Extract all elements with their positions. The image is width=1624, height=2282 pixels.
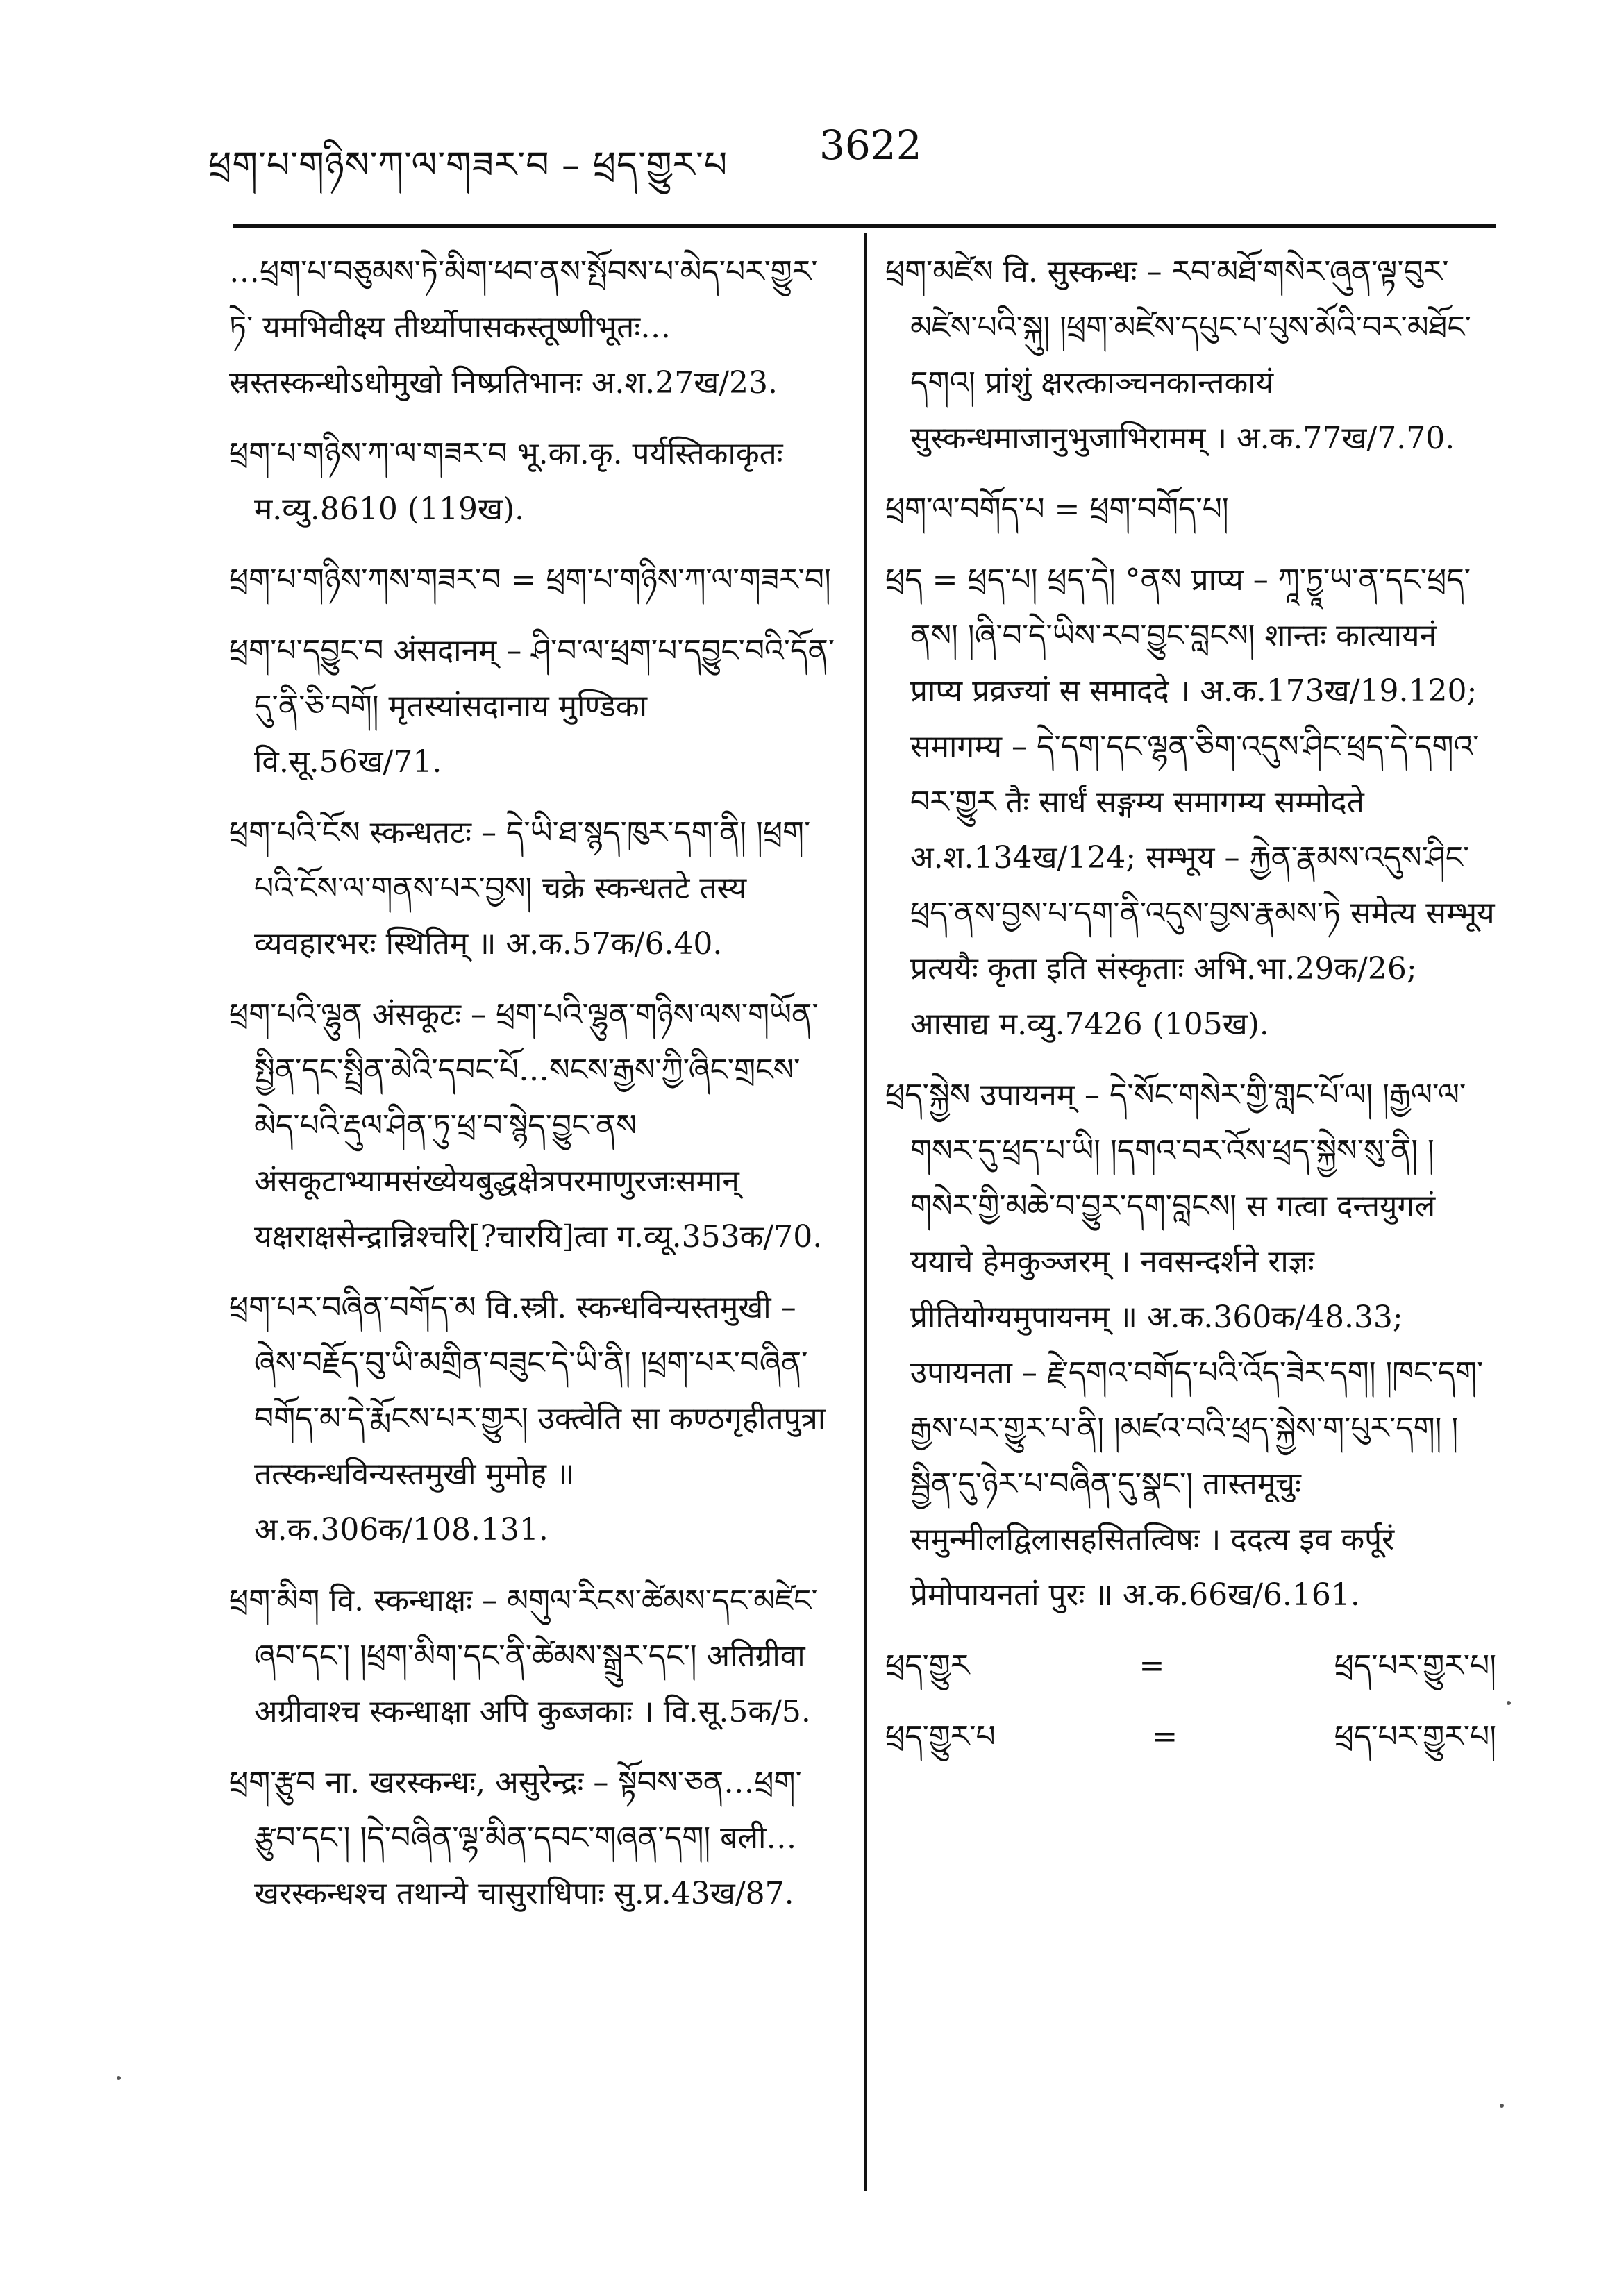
dictionary-entry: ཕྲག་མཛེས वि. सुस्कन्धः – རབ་མཐོ་གསེར་ཞུན་ལྟ་བུར་མཛེས་པའི་སྐུ། །ཕྲག་མཛེས་དཔུང་པ་པུས་མོའི་བར་མཐོང་དགའ། प्रांशुं क्षरत्काञ्चनकान्तकायं सुस्कन्धमाजानुभुजाभिरामम् । अ.क.77ख/7.70. (885, 254, 1471, 456)
dictionary-entry: ཕྲག་རྩུབ ना. खरस्कन्धः, असुरेन्द्रः – སྟོབས་ཅན…ཕྲག་རྩུབ་དང་། །དེ་བཞིན་ལྷ་མིན་དབང་གཞན་དག། बली…खरस्कन्धश्च तथान्ये चासुराधिपाः सु.प्र.43ख/87. (229, 1765, 802, 1911)
scan-speck (1507, 1701, 1511, 1705)
dictionary-entry: …ཕྲག་པ་བཅུམས་ཏེ་མིག་ཕབ་ནས་སྤོབས་པ་མེད་པར་གྱུར་ཏེ་ यमभिवीक्ष्य तीर्थ्योपासकस्तूष्णीभूतः…स्रस्तस्कन्धोऽधोमुखो निष्प्रतिभानः अ.श.27ख/23. (229, 254, 818, 401)
scan-speck (117, 2076, 121, 2080)
scan-speck (1500, 2104, 1504, 2108)
xref-equals: = (1152, 1719, 1178, 1754)
page-header (0, 0, 1624, 222)
page-number: 3622 (819, 121, 922, 169)
cross-reference (885, 1709, 1496, 1765)
column-divider (864, 233, 867, 2191)
dictionary-entry: ཕྲད་སྐྱེས उपायनम् – དེ་སོང་གསེར་གྱི་གླང་པོ་ལ། །རྒྱལ་ལ་གསར་དུ་ཕྲད་པ་ཡི། །དགའ་བར་འོས་ཕྲད་སྐྱེས་སུ་ནི། །གསེར་གྱི་མཆེ་བ་བྱུར་དག་བླངས། स गत्वा दन्तयुगलं ययाचे हेमकुञ्जरम् । नवसन्दर्शने राज्ञः प्रीतियोग्यमुपायनम् ॥ अ.क.360क/48.33; उपायनता – རྗེ་དགའ་བགོད་པའི་འོད་ཟེར་དག། །ཁང་དག་རྒྱས་པར་གྱུར་པ་ནི། །མཛའ་བའི་ཕྲད་སྐྱེས་ག་པུར་དག། །སྦྱིན་དུ་ཉེར་པ་བཞིན་དུ་སྣང་། तास्तमूचुः समुन्मीलद्विलासहसितत्विषः । ददत्य इव कर्पूरं प्रेमोपायनतां पुरः ॥ अ.क.66ख/6.161. (885, 1077, 1484, 1613)
dictionary-entry: ཕྲག་མིག वि. स्कन्धाक्षः – མགུལ་རིངས་ཚེམས་དང་མཛེང་ཞབ་དང་། །ཕྲག་མིག་དང་ནི་ཚེམས་སྒྲུར་དང་། अतिग्रीवा अग्रीवाश्च स्कन्धाक्षा अपि कुब्जकाः । वि.सू.5क/5. (229, 1583, 818, 1729)
dictionary-entry: ཕྲག་ལ་བགོད་པ = ཕྲག་བགོད་པ། (885, 492, 1229, 527)
dictionary-entry: ཕྲག་པ་གཉིས་ཀས་གཟར་བ = ཕྲག་པ་གཉིས་ཀ་ལ་གཟར་བ། (229, 562, 831, 598)
xref-term: ཕྲད་གྱུར་པ (885, 1719, 996, 1754)
dictionary-entry: ཕྲག་པ་གཉིས་ཀ་ལ་གཟར་བ भू.का.कृ. पर्यस्तिकाकृतः म.व्यु.8610 (119ख). (229, 436, 783, 527)
cross-reference (885, 1638, 1496, 1694)
dictionary-entry: ཕྲག་པར་བཞིན་བགོད་མ वि.स्त्री. स्कन्धविन्यस्तमुखी – ཞེས་བརྗོད་བུ་ཡི་མགྲིན་བཟུང་དེ་ཡི་ནི། །ཕྲག་པར་བཞིན་བགོད་མ་དེ་རྨོངས་པར་གྱུར། उक्त्वेति सा कण्ठगृहीतपुत्रा तत्स्कन्धविन्यस्तमुखी मुमोह ॥ अ.क.306क/108.131. (229, 1290, 826, 1547)
xref-term: ཕྲད་གྱུར (885, 1648, 970, 1684)
xref-target: ཕྲད་པར་གྱུར་པ། (1334, 1648, 1496, 1684)
xref-equals: = (1139, 1648, 1165, 1684)
header-rule (233, 224, 1496, 228)
dictionary-entry: ཕྲག་པའི་ལྷུན अंसकूटः – ཕྲག་པའི་ལྷུན་གཉིས་ལས་གཡོན་སྤྱིན་དང་སྤྲིན་མེའི་དབང་པོ…སངས་རྒྱས་ཀྱི་ཞིང་གྲངས་མེད་པའི་རྡུལ་ཤིན་ཏུ་ཕྲ་བ་སྙེད་བྱུང་ནས अंसकूटाभ्यामसंख्येयबुद्धक्षेत्रपरमाणुरजःसमान् यक्षराक्षसेन्द्रान्निश्चरि[?चारयि]त्वा ग.व्यू.353क/70. (229, 997, 823, 1255)
dictionary-entry: ཕྲག་པའི་ངོས स्कन्धतटः – དེ་ཡི་ཐ་སྙད་ཁུར་དག་ནི། །ཕྲག་པའི་ངོས་ལ་གནས་པར་བྱས། चक्रे स्कन्धतटे तस्य व्यवहारभरः स्थितिम् ॥ अ.क.57क/6.40. (229, 815, 811, 962)
xref-target: ཕྲད་པར་གྱུར་པ། (1334, 1719, 1496, 1754)
dictionary-entry: ཕྲག་པ་དབྱུང་བ अंसदानम् – ཤི་བ་ལ་ཕྲག་པ་དབྱུང་བའི་དོན་དུ་ནི་ཅི་བགོ། मृतस्यांसदानाय मुण्डिका वि.सू.56ख/71. (229, 633, 835, 780)
dictionary-entry: ཕྲད = ཕྲད་པ། ཕྲད་དེ། °ནས प्राप्य – ཀཱ་ཏྱཱ་ཡ་ན་དང་ཕྲད་ནས། །ཞི་བ་དེ་ཡིས་རབ་བྱུང་བླངས། शान्तः कात्यायनं प्राप्य प्रव्रज्यां स समाददे । अ.क.173ख/19.120; समागम्य – དེ་དག་དང་ལྷན་ཅིག་འདུས་ཤིང་ཕྲད་དེ་དགའ་བར་གྱུར तैः सार्धं सङ्गम्य समागम्य सम्मोदते अ.श.134ख/124; सम्भूय – རྐྱེན་རྣམས་འདུས་ཤིང་ཕྲད་ནས་བྱས་པ་དག་ནི་འདུས་བྱས་རྣམས་ཏེ समेत्य सम्भूय प्रत्ययैः कृता इति संस्कृताः अभि.भा.29क/26; आसाद्य म.व्यु.7426 (105ख). (885, 562, 1495, 1042)
running-head: ཕྲག་པ་གཉིས་ཀ་ལ་གཟར་བ – ཕྲད་གྱུར་པ (208, 144, 728, 186)
left-column (229, 244, 840, 1937)
right-column (885, 244, 1496, 1780)
